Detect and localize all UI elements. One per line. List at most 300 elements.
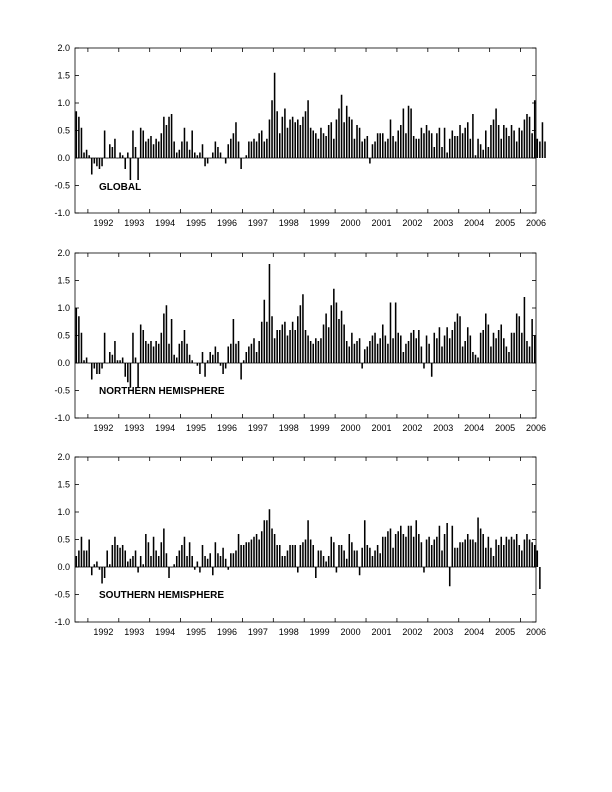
bar: [127, 153, 129, 159]
bar: [96, 562, 98, 568]
bar: [372, 336, 374, 364]
y-tick-label: 1.5: [57, 479, 70, 490]
bar: [119, 153, 121, 159]
x-tick-label: 1995: [186, 218, 207, 228]
bar: [305, 111, 307, 158]
bar: [225, 559, 227, 567]
bar: [284, 322, 286, 363]
bar: [104, 131, 106, 159]
bar: [320, 128, 322, 158]
bar: [349, 534, 351, 567]
bar: [374, 142, 376, 159]
bar: [470, 540, 472, 568]
bar: [377, 133, 379, 158]
bar: [385, 336, 387, 364]
bar: [359, 128, 361, 158]
bar: [410, 526, 412, 567]
bar: [266, 322, 268, 363]
bar: [382, 537, 384, 567]
bar: [503, 338, 505, 363]
bar: [86, 358, 88, 364]
panel-label: NORTHERN HEMISPHERE: [99, 386, 225, 397]
bar: [264, 300, 266, 363]
bar: [112, 355, 114, 363]
bar: [413, 537, 415, 567]
bar: [372, 144, 374, 158]
bar: [235, 122, 237, 158]
bar: [415, 520, 417, 567]
bar: [323, 325, 325, 364]
bar: [343, 325, 345, 364]
x-tick-label: 2006: [525, 627, 547, 637]
bar: [269, 509, 271, 567]
x-tick-label: 1998: [278, 218, 299, 228]
bar: [204, 363, 206, 377]
bar: [495, 109, 497, 159]
bar: [387, 139, 389, 158]
bar: [506, 128, 508, 158]
bar: [537, 551, 539, 568]
x-tick-label: 2006: [525, 218, 547, 228]
bar: [302, 117, 304, 158]
bar: [315, 338, 317, 363]
x-tick-label: 1995: [186, 627, 207, 637]
bar: [217, 553, 219, 567]
bar: [475, 155, 477, 158]
bar: [356, 125, 358, 158]
bar: [106, 551, 108, 568]
bar: [472, 114, 474, 158]
bar: [266, 520, 268, 567]
bar: [225, 363, 227, 369]
bar: [341, 545, 343, 567]
bar: [531, 133, 533, 158]
x-tick-label: 1994: [155, 218, 176, 228]
bar: [302, 294, 304, 363]
bar: [91, 567, 93, 575]
x-tick-label: 2006: [525, 423, 547, 433]
x-tick-label: 2004: [464, 423, 485, 433]
bar: [83, 360, 85, 363]
bar: [176, 153, 178, 159]
bar: [480, 144, 482, 158]
bar: [300, 545, 302, 567]
bar: [191, 556, 193, 567]
bar: [184, 330, 186, 363]
bar: [439, 128, 441, 158]
bar: [446, 153, 448, 159]
bar: [220, 153, 222, 159]
bar: [179, 150, 181, 158]
bar: [184, 128, 186, 158]
bar: [490, 548, 492, 567]
bar: [323, 133, 325, 158]
bar: [215, 142, 217, 159]
bar: [238, 341, 240, 363]
bar: [140, 556, 142, 567]
bar: [124, 158, 126, 169]
bar: [81, 537, 83, 567]
bar: [140, 325, 142, 364]
bar: [155, 341, 157, 363]
bar: [490, 125, 492, 158]
bar: [346, 106, 348, 158]
bar: [246, 352, 248, 363]
y-tick-label: -0.5: [54, 180, 70, 191]
bar: [449, 338, 451, 363]
bar: [261, 322, 263, 363]
bar: [163, 529, 165, 568]
y-tick-label: 2.0: [57, 43, 70, 53]
bar: [163, 117, 165, 158]
bar: [518, 128, 520, 158]
bar: [99, 567, 101, 570]
bar: [284, 109, 286, 159]
bar: [354, 139, 356, 158]
bar: [287, 551, 289, 568]
bar: [81, 128, 83, 158]
bar: [271, 316, 273, 363]
bar: [225, 158, 227, 164]
bar: [518, 545, 520, 567]
bar: [130, 158, 132, 180]
x-tick-label: 1997: [247, 627, 268, 637]
bar: [390, 529, 392, 568]
bar: [400, 125, 402, 158]
x-tick-label: 2005: [495, 627, 516, 637]
bar: [431, 133, 433, 158]
bar: [421, 128, 423, 158]
bar: [276, 111, 278, 158]
x-tick-label: 1999: [309, 218, 330, 228]
bar: [408, 106, 410, 158]
bar: [173, 142, 175, 159]
bar: [511, 333, 513, 363]
bar: [83, 551, 85, 568]
bar: [390, 303, 392, 364]
bar: [333, 139, 335, 158]
bar: [233, 133, 235, 158]
bar: [189, 542, 191, 567]
bar: [495, 338, 497, 363]
bar: [181, 545, 183, 567]
x-tick-label: 1999: [309, 423, 330, 433]
y-tick-label: 0.5: [57, 534, 70, 545]
bar: [305, 330, 307, 363]
bar: [477, 518, 479, 568]
bar: [153, 347, 155, 364]
bar: [387, 344, 389, 363]
bar: [266, 139, 268, 158]
bar: [361, 142, 363, 159]
bar: [199, 363, 201, 374]
bar: [328, 125, 330, 158]
x-tick-label: 1992: [93, 627, 114, 637]
bar: [282, 325, 284, 364]
bar: [305, 540, 307, 568]
bar: [513, 333, 515, 363]
bar: [248, 347, 250, 364]
bar: [207, 360, 209, 363]
bar: [176, 358, 178, 364]
bar: [446, 523, 448, 567]
bar: [400, 526, 402, 567]
bar: [379, 553, 381, 567]
bar: [153, 537, 155, 567]
bar: [354, 344, 356, 363]
bar: [119, 360, 121, 363]
bar: [150, 556, 152, 567]
bar: [542, 122, 544, 158]
bar: [405, 344, 407, 363]
bar: [150, 341, 152, 363]
panel-label: SOUTHERN HEMISPHERE: [99, 590, 225, 601]
bar: [320, 338, 322, 363]
bar: [235, 344, 237, 363]
bar: [158, 556, 160, 567]
bar: [408, 526, 410, 567]
bar: [387, 531, 389, 567]
bar: [413, 330, 415, 363]
bar: [122, 545, 124, 567]
bar: [336, 303, 338, 364]
x-tick-label: 1996: [216, 423, 237, 433]
bar: [493, 333, 495, 363]
bar: [521, 551, 523, 568]
bar: [86, 551, 88, 568]
bar: [349, 117, 351, 158]
bar: [336, 120, 338, 159]
bar: [423, 567, 425, 573]
bar: [258, 133, 260, 158]
bar: [516, 142, 518, 159]
bar: [359, 338, 361, 363]
bar: [294, 330, 296, 363]
bar: [330, 305, 332, 363]
bar: [282, 117, 284, 158]
x-tick-label: 2001: [371, 423, 392, 433]
bar: [243, 360, 245, 363]
bar: [274, 73, 276, 158]
bar: [101, 158, 103, 166]
bar: [194, 153, 196, 159]
bar: [186, 344, 188, 363]
bar: [127, 363, 129, 382]
bar: [130, 363, 132, 388]
bar: [179, 551, 181, 568]
bar: [168, 117, 170, 158]
bar: [488, 325, 490, 364]
bar: [328, 556, 330, 567]
bar: [253, 139, 255, 158]
bar: [534, 545, 536, 567]
bar: [467, 122, 469, 158]
bar: [207, 158, 209, 164]
bar: [91, 158, 93, 175]
bar: [392, 338, 394, 363]
bar: [310, 128, 312, 158]
bar: [135, 147, 137, 158]
bar: [207, 559, 209, 567]
bar: [470, 139, 472, 158]
x-tick-label: 2002: [402, 627, 423, 637]
bar: [526, 114, 528, 158]
x-tick-label: 2000: [340, 423, 361, 433]
bar: [482, 330, 484, 363]
bar: [516, 534, 518, 567]
bar: [524, 540, 526, 568]
bar: [158, 344, 160, 363]
bar: [364, 139, 366, 158]
bar: [202, 545, 204, 567]
bar: [271, 529, 273, 568]
bar: [297, 567, 299, 573]
bar: [251, 344, 253, 363]
bar: [78, 316, 80, 363]
x-tick-label: 1995: [186, 423, 207, 433]
x-tick-label: 1997: [247, 423, 268, 433]
bar: [256, 534, 258, 567]
bar: [397, 333, 399, 363]
bar: [140, 128, 142, 158]
bar: [181, 341, 183, 363]
bar: [338, 109, 340, 159]
bar: [124, 363, 126, 377]
bar: [364, 520, 366, 567]
bar: [421, 347, 423, 364]
bar: [145, 341, 147, 363]
bar: [500, 537, 502, 567]
bar: [426, 336, 428, 364]
bar: [428, 131, 430, 159]
bar: [233, 553, 235, 567]
bar: [83, 153, 85, 159]
bar: [191, 131, 193, 159]
bar: [227, 567, 229, 570]
bar: [392, 548, 394, 567]
bar: [271, 100, 273, 158]
bar: [135, 551, 137, 568]
bar: [173, 564, 175, 567]
bar: [385, 142, 387, 159]
bar: [351, 120, 353, 159]
bar: [403, 109, 405, 159]
bar: [498, 545, 500, 567]
bar: [176, 556, 178, 567]
bar: [464, 341, 466, 363]
bar: [462, 542, 464, 567]
bar: [511, 125, 513, 158]
bar: [302, 542, 304, 567]
bar: [454, 548, 456, 567]
bar: [444, 336, 446, 364]
bar: [194, 567, 196, 570]
bar: [101, 363, 103, 369]
bar: [413, 136, 415, 158]
bar: [493, 120, 495, 159]
bar: [457, 548, 459, 567]
bar: [94, 363, 96, 369]
bar: [264, 142, 266, 159]
bar: [452, 131, 454, 159]
y-tick-label: -1.0: [54, 617, 70, 627]
bar: [529, 117, 531, 158]
bar: [418, 139, 420, 158]
bar: [330, 537, 332, 567]
y-tick-label: 2.0: [57, 452, 70, 462]
bar: [197, 363, 199, 366]
bar: [400, 336, 402, 364]
bar: [230, 553, 232, 567]
bar: [274, 534, 276, 567]
bar: [526, 534, 528, 567]
bar: [217, 147, 219, 158]
bar: [372, 556, 374, 567]
bar: [475, 355, 477, 363]
bar: [500, 139, 502, 158]
bar: [529, 540, 531, 568]
bar: [513, 131, 515, 159]
bar: [367, 136, 369, 158]
bar: [524, 120, 526, 159]
bar: [227, 144, 229, 158]
bar: [379, 133, 381, 158]
bar: [99, 363, 101, 374]
bar: [467, 327, 469, 363]
bar: [333, 542, 335, 567]
bar: [500, 325, 502, 364]
x-tick-label: 2005: [495, 423, 516, 433]
bar: [436, 133, 438, 158]
bar: [269, 264, 271, 363]
bar: [284, 556, 286, 567]
bar: [142, 564, 144, 567]
bar: [292, 322, 294, 363]
bar: [397, 531, 399, 567]
bar: [300, 125, 302, 158]
bar: [199, 567, 201, 573]
x-tick-label: 1994: [155, 627, 176, 637]
bar: [168, 567, 170, 578]
bar: [395, 534, 397, 567]
bar: [312, 131, 314, 159]
bar: [166, 125, 168, 158]
bar: [318, 139, 320, 158]
bar: [464, 540, 466, 568]
bar: [410, 109, 412, 159]
bar: [240, 363, 242, 380]
bar: [310, 341, 312, 363]
bar: [490, 347, 492, 364]
y-tick-label: 0.0: [57, 153, 70, 163]
bar: [374, 333, 376, 363]
bar: [403, 534, 405, 567]
bar: [104, 333, 106, 363]
bar: [197, 562, 199, 568]
bar: [186, 142, 188, 159]
x-tick-label: 1993: [124, 627, 145, 637]
bar: [114, 341, 116, 363]
bar: [161, 542, 163, 567]
bar: [145, 142, 147, 159]
bar: [529, 347, 531, 364]
bar: [382, 325, 384, 364]
bar: [318, 551, 320, 568]
bar: [418, 534, 420, 567]
bar: [248, 142, 250, 159]
bar: [498, 330, 500, 363]
bar: [137, 158, 139, 180]
